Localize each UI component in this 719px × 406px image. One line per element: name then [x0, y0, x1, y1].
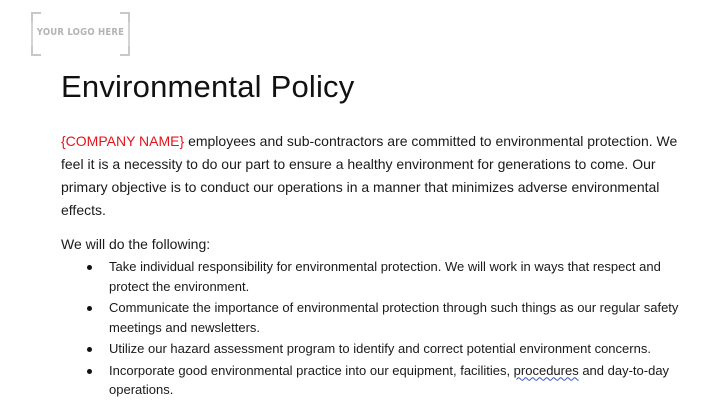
logo-corner	[31, 12, 41, 22]
bullet-icon	[87, 265, 92, 270]
bullet-icon	[87, 369, 92, 374]
list-item-text-after: and day-to-day operations.	[109, 362, 670, 397]
bullet-icon	[87, 306, 92, 311]
bullet-icon	[87, 347, 92, 352]
logo-placeholder	[31, 12, 130, 56]
logo-corner	[120, 12, 130, 22]
commitments-list	[0, 257, 719, 402]
logo-text: YOUR LOGO HERE	[36, 27, 125, 38]
list-item	[0, 257, 719, 296]
logo-corner	[31, 46, 41, 56]
list-item-text: Communicate the importance of environmental protection through such things as our regular safety meetings and newsletters.	[109, 300, 679, 335]
company-name-placeholder: {COMPANY NAME}	[61, 133, 185, 149]
list-item-text: Take individual responsibility for environmental protection. We will work in ways that respect and protect the environment.	[109, 259, 661, 294]
list-item	[0, 298, 719, 337]
list-item-text: Utilize our hazard assessment program to identify and correct potential environment concerns.	[109, 341, 651, 356]
list-lead-in: We will do the following:	[61, 236, 211, 252]
page-title: Environmental Policy	[61, 69, 355, 104]
list-item-text-before: Incorporate good environmental practice into our equipment, facilities,	[109, 362, 514, 378]
intro-text: employees and sub-contractors are committed to environmental protection. We feel it is a necessity to do our part to ensure a healthy environment for generations to come. Our primary objective is to conduct our operations in a manner that minimizes adverse environmental effects.	[61, 133, 678, 218]
logo-corner	[120, 46, 130, 56]
intro-paragraph	[61, 130, 681, 222]
list-item	[0, 361, 719, 400]
spellcheck-flagged-word[interactable]: procedures	[513, 362, 579, 378]
list-item	[0, 339, 719, 359]
